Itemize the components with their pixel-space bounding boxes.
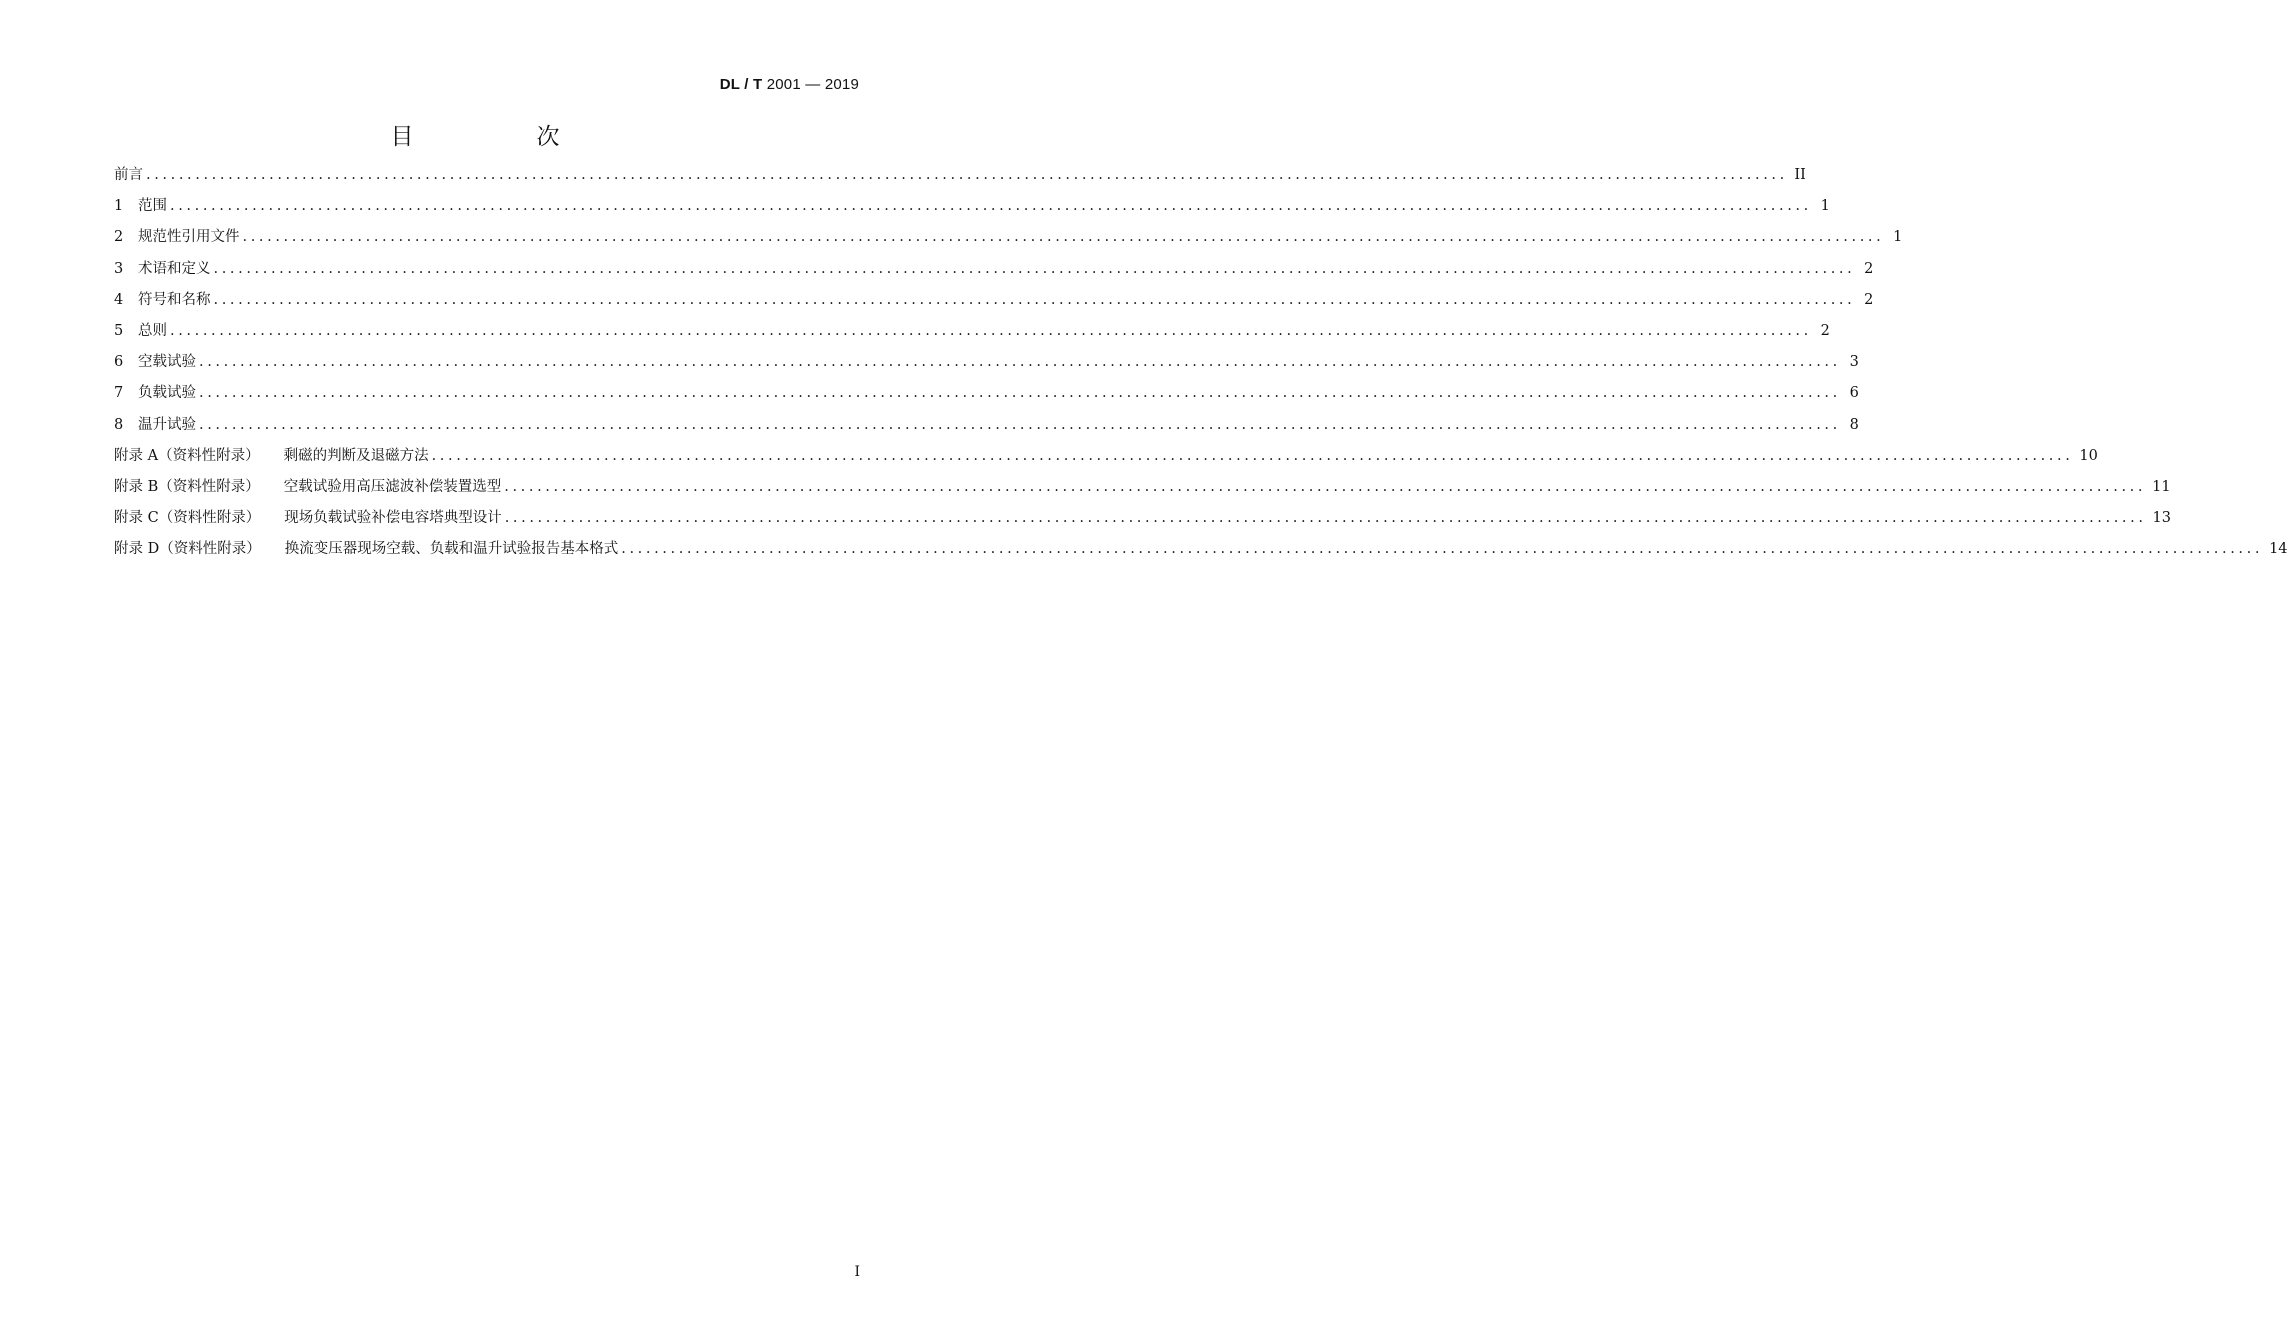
toc-section-number: 4 — [114, 291, 124, 308]
toc-leader-dots: ........................................................................................................................................................................................................ — [213, 291, 1856, 308]
toc-entry[interactable] — [114, 380, 1859, 411]
toc-section-number: 8 — [114, 416, 124, 433]
toc-entry-title: 术语和定义 — [138, 260, 211, 277]
toc-entry-heading — [114, 412, 196, 438]
table-of-contents — [114, 162, 2288, 567]
toc-entry-heading — [114, 224, 240, 250]
toc-entry[interactable] — [114, 536, 2288, 567]
toc-section-number: 6 — [114, 354, 124, 371]
toc-entry-title: 前言 — [114, 167, 143, 183]
toc-entry-title: 空载试验用高压滤波补偿装置选型 — [283, 478, 502, 495]
toc-entry-title: 规范性引用文件 — [138, 229, 240, 246]
toc-entry-title: 温升试验 — [138, 416, 196, 433]
toc-page-number: 11 — [2152, 478, 2171, 495]
page-title: 目 次 — [390, 124, 610, 150]
toc-entry[interactable] — [114, 193, 1830, 224]
toc-page-number: 8 — [1849, 416, 1859, 433]
toc-section-number: 1 — [114, 198, 124, 215]
toc-entry-heading — [114, 505, 502, 531]
toc-entry-title: 空载试验 — [138, 354, 196, 371]
toc-entry-title: 换流变压器现场空载、负载和温升试验报告基本格式 — [284, 541, 619, 558]
toc-leader-dots: ........................................................................................................................................................................................................ — [199, 416, 1841, 433]
standard-code-number: 2001 — 2019 — [766, 76, 859, 93]
toc-page-number: 3 — [1849, 354, 1859, 371]
toc-appendix-label: 附录 D（资料性附录） — [114, 541, 261, 558]
toc-page-number: 1 — [1820, 198, 1830, 215]
toc-leader-dots: ........................................................................................................................................................................................................ — [146, 167, 1788, 183]
toc-leader-dots: ........................................................................................................................................................................................................ — [504, 478, 2147, 495]
toc-entry[interactable] — [114, 474, 2171, 505]
toc-entry-heading — [114, 474, 501, 500]
toc-entry[interactable] — [114, 256, 1874, 287]
toc-entry-heading — [114, 536, 618, 562]
toc-leader-dots: ........................................................................................................................................................................................................ — [504, 510, 2147, 527]
toc-page-number: 13 — [2152, 510, 2171, 527]
toc-entry-heading — [114, 443, 429, 469]
toc-section-number: 2 — [114, 229, 124, 246]
toc-entry[interactable] — [114, 318, 1830, 349]
toc-entry[interactable] — [114, 412, 1859, 443]
toc-appendix-label: 附录 C（资料性附录） — [114, 510, 261, 527]
toc-entry-title: 范围 — [138, 198, 167, 215]
toc-section-number: 5 — [114, 322, 124, 339]
toc-entry-heading — [114, 162, 143, 188]
toc-leader-dots: ........................................................................................................................................................................................................ — [431, 447, 2074, 464]
toc-entry[interactable] — [114, 162, 1806, 193]
toc-leader-dots: ........................................................................................................................................................................................................ — [170, 322, 1812, 339]
toc-entry-title: 剩磁的判断及退磁方法 — [283, 447, 429, 464]
toc-page-number: 10 — [2079, 447, 2098, 464]
toc-page-number: 2 — [1864, 291, 1874, 308]
toc-section-number: 7 — [114, 385, 124, 402]
toc-entry-heading — [114, 256, 211, 282]
toc-leader-dots: ........................................................................................................................................................................................................ — [199, 385, 1841, 402]
page-number: I — [854, 1264, 860, 1280]
toc-page-number: II — [1794, 167, 1806, 183]
toc-appendix-label: 附录 B（资料性附录） — [114, 478, 260, 495]
toc-leader-dots: ........................................................................................................................................................................................................ — [242, 229, 1885, 246]
standard-code-prefix: DL / T — [719, 76, 763, 93]
toc-appendix-label: 附录 A（资料性附录） — [114, 447, 260, 464]
toc-section-number: 3 — [114, 260, 124, 277]
toc-leader-dots: ........................................................................................................................................................................................................ — [170, 198, 1812, 215]
toc-entry-title: 符号和名称 — [138, 291, 211, 308]
toc-page-number: 1 — [1893, 229, 1903, 246]
toc-entry-heading — [114, 380, 196, 406]
toc-page-number: 2 — [1820, 322, 1830, 339]
toc-entry-title: 负载试验 — [138, 385, 196, 402]
toc-entry-heading — [114, 287, 211, 313]
toc-entry-heading — [114, 318, 167, 344]
toc-entry-title: 总则 — [138, 322, 167, 339]
toc-entry[interactable] — [114, 443, 2098, 474]
toc-entry-heading — [114, 349, 196, 375]
toc-entry-heading — [114, 193, 167, 219]
toc-entry[interactable] — [114, 349, 1859, 380]
standard-code — [720, 76, 859, 93]
toc-leader-dots: ........................................................................................................................................................................................................ — [213, 260, 1856, 277]
toc-entry[interactable] — [114, 505, 2171, 536]
toc-entry-title: 现场负载试验补偿电容塔典型设计 — [284, 510, 502, 527]
toc-page-number: 2 — [1864, 260, 1874, 277]
toc-entry[interactable] — [114, 224, 1903, 255]
toc-leader-dots: ........................................................................................................................................................................................................ — [621, 541, 2264, 558]
toc-entry[interactable] — [114, 287, 1874, 318]
toc-page-number: 6 — [1849, 385, 1859, 402]
toc-page-number: 14 — [2269, 541, 2288, 558]
toc-leader-dots: ........................................................................................................................................................................................................ — [199, 354, 1841, 371]
